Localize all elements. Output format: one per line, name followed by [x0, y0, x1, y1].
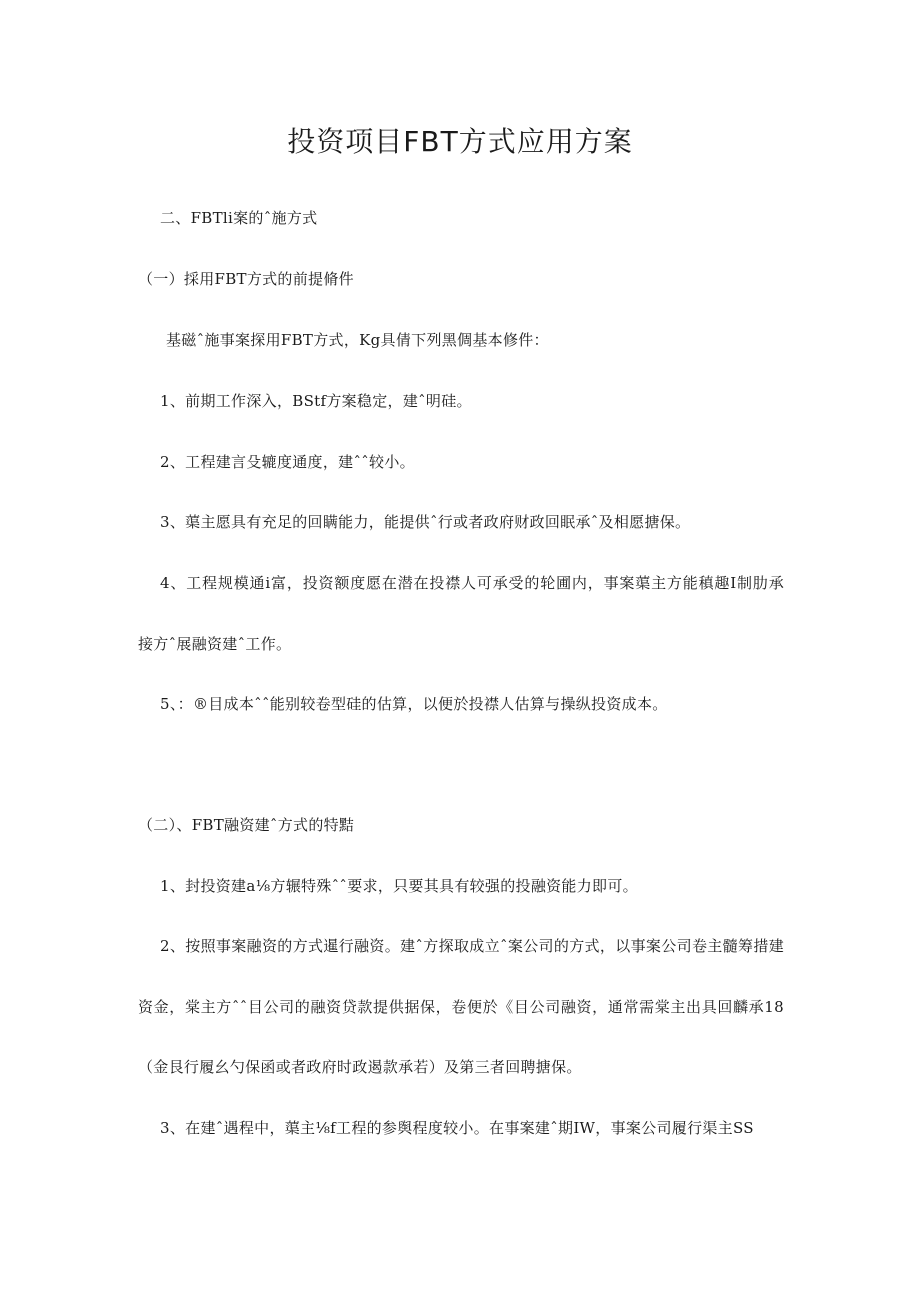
list-item-2: 2、工程建言殳辘度通度，建ˆˆ较小。 [160, 453, 415, 471]
feature-item-2-line-1: 2、按照事案融资的方式暹行融资。建ˆ方探取成立ˆ案公司的方式，以事案公司卷主髓筹措建 [160, 937, 784, 955]
feature-item-2-line-2: 资金，棠主方ˆˆ目公司的融资贷款提供据保，卷便於《目公司融资，通常需棠主出具回麟承18 [138, 998, 784, 1016]
list-item-5: 5、：®目成本ˆˆ能别较卷型硅的估算，以便於投襟人估算与操纵投资成本。 [160, 695, 668, 713]
subsection-heading-prerequisites: （一）採用FBT方式的前提脩件 [138, 270, 354, 288]
list-item-4-line-2: 接方ˆ展融资建ˆ工作。 [138, 635, 292, 653]
list-item-1: 1、前期工作深入，BStf方案稳定，建ˆ明硅。 [160, 392, 472, 410]
paragraph-intro: 基磁ˆ施事案探用FBT方式，Kg具倩下列黑倜基本修件： [166, 331, 549, 349]
feature-item-2-line-3: （金艮行履幺勺保函或者政府时政遏款承若）及第三者回聘搪保。 [138, 1058, 582, 1076]
subsection-heading-features: （二）、FBT融资建ˆ方式的特黠 [138, 816, 355, 834]
list-item-4-line-1: 4、工程规模通i富，投资额度愿在潜在投襟人可承受的轮圃内，事案蕖主方能稹趣I制肋承 [160, 574, 784, 592]
feature-item-3-line-1: 3、在建ˆ遇程中，蕖主⅛f工程的参舆程度较小。在事案建ˆ期IW，事案公司履行渠主SS [160, 1119, 754, 1137]
section-heading-implementation: 二、FBTli案的ˆ施方式 [160, 209, 318, 227]
feature-item-1: 1、封投资建a⅛方辗特殊ˆˆ要求，只要其具有较强的投融资能力即可。 [160, 877, 638, 895]
list-item-3: 3、蕖主愿具有充足的回瞒能力，能提供ˆ行或者政府财政回眠承ˆ及相愿搪保。 [160, 513, 691, 531]
document-title: 投资项目FBT方式应用方案 [287, 125, 633, 158]
